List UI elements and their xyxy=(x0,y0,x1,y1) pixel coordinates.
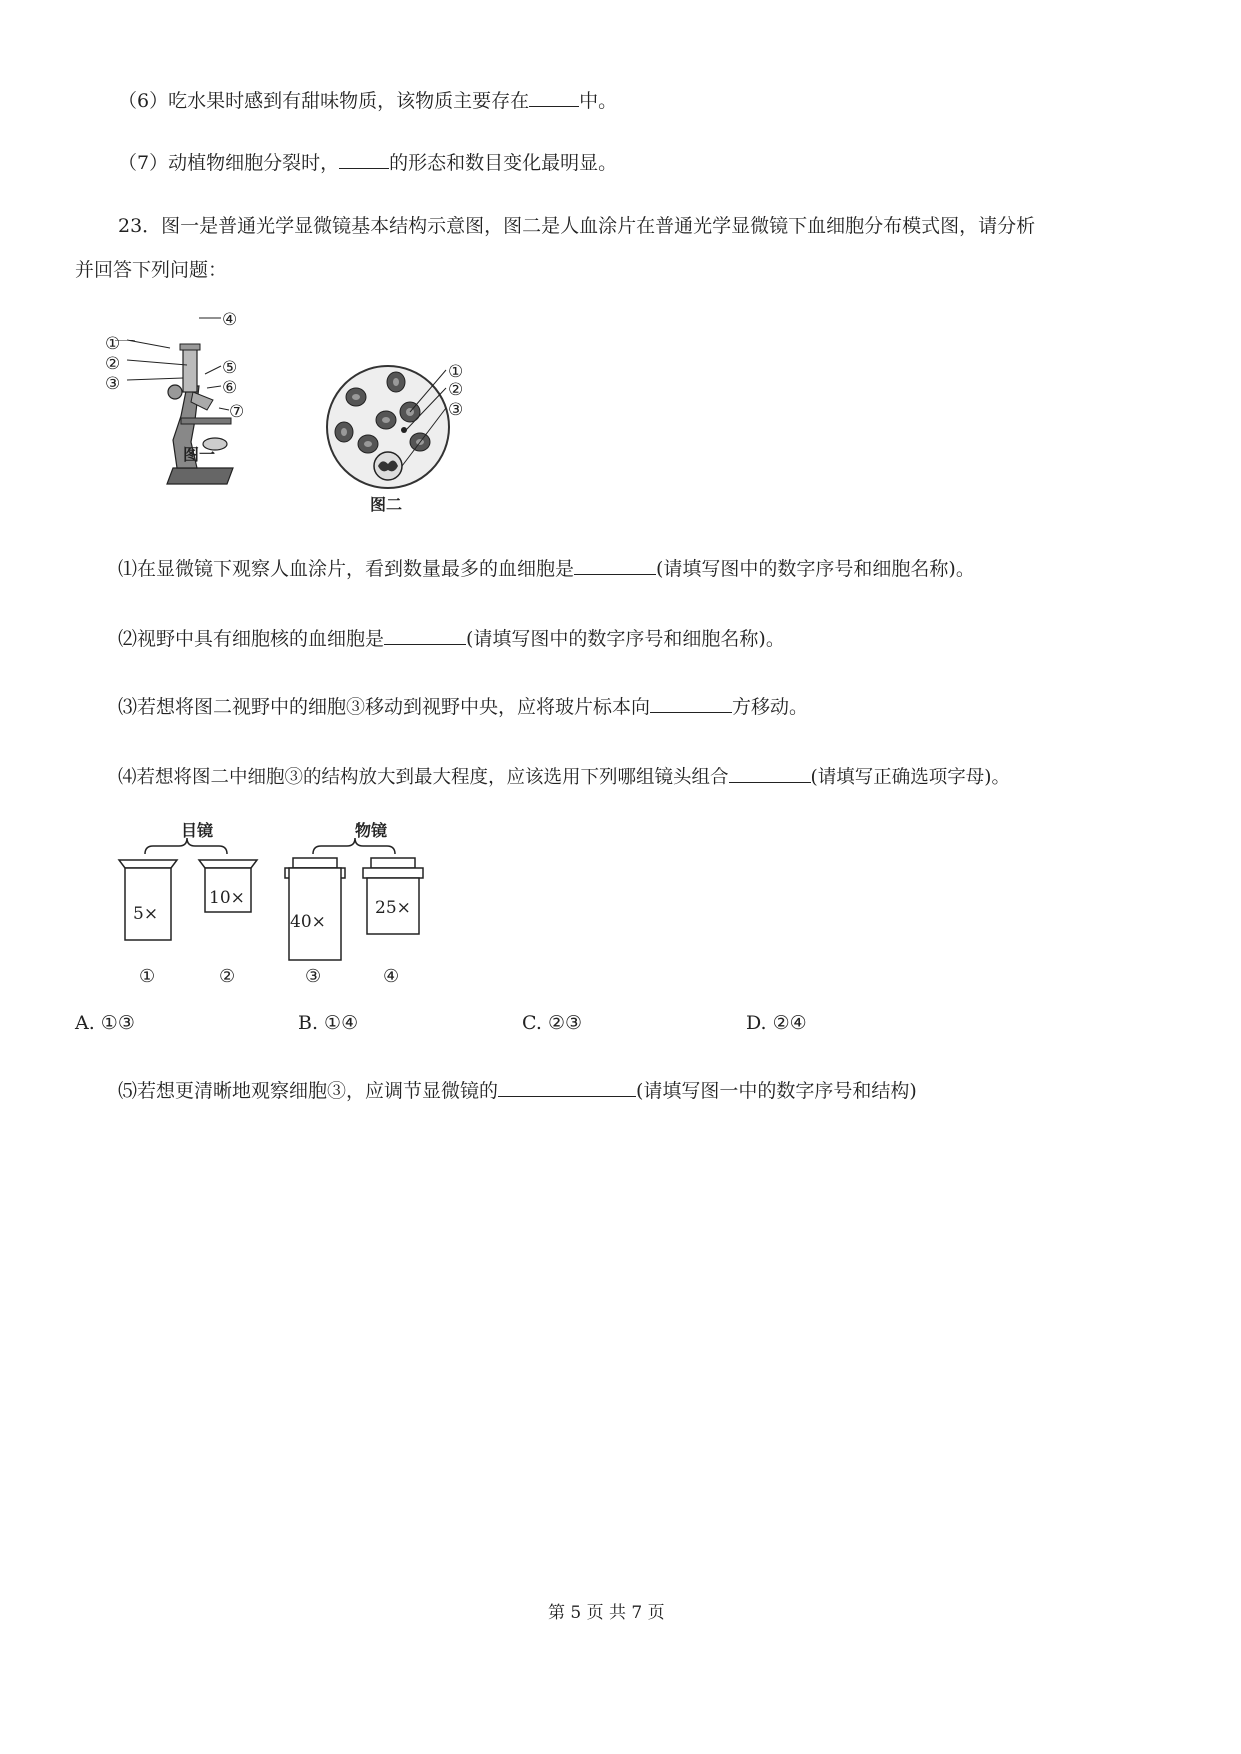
page-footer: 第 5 页 共 7 页 xyxy=(548,1603,665,1623)
answer-blank[interactable] xyxy=(729,762,811,783)
lens-number-3: ③ xyxy=(305,966,322,987)
eyepiece-title: 目镜 xyxy=(181,821,214,840)
lens-label-25x: 25× xyxy=(375,898,411,918)
answer-blank[interactable] xyxy=(529,86,579,107)
microscope-figure xyxy=(105,310,290,520)
subquestion-5-text-end: (请填写图一中的数字序号和结构) xyxy=(636,1080,917,1102)
question-23-line1: 23．图一是普通光学显微镜基本结构示意图，图二是人血涂片在普通光学显微镜下血细胞分布模式图，请分析 xyxy=(118,215,1036,237)
subquestion-4-text-end: (请填写正确选项字母)。 xyxy=(810,767,1010,788)
fig2-label-3: ③ xyxy=(448,400,464,420)
fig1-caption: 图一 xyxy=(183,445,216,464)
lens-label-10x: 10× xyxy=(209,888,245,908)
fig1-label-4: ④ xyxy=(222,310,238,330)
subquestion-2 xyxy=(118,624,785,653)
subquestion-5-text: ⑸若想更清晰地观察细胞③，应调节显微镜的 xyxy=(118,1080,499,1102)
question-23-line2: 并回答下列问题： xyxy=(75,259,228,281)
lens-number-4: ④ xyxy=(383,966,400,987)
fig2-caption: 图二 xyxy=(370,495,403,514)
lens-label-40x: 40× xyxy=(290,912,326,932)
subquestion-1 xyxy=(118,554,975,583)
option-c[interactable]: C. ②③ xyxy=(522,1012,583,1034)
answer-blank[interactable] xyxy=(339,148,389,169)
fig1-label-7: ⑦ xyxy=(229,402,245,422)
lens-number-1: ① xyxy=(139,966,156,987)
subquestion-1-text: ⑴在显微镜下观察人血涂片，看到数量最多的血细胞是 xyxy=(118,558,575,580)
fig1-label-5: ⑤ xyxy=(222,358,238,378)
subquestion-3-text: ⑶若想将图二视野中的细胞③移动到视野中央，应将玻片标本向 xyxy=(118,696,651,718)
subquestion-3 xyxy=(118,692,808,721)
question-6 xyxy=(118,86,617,115)
answer-blank[interactable] xyxy=(574,554,656,575)
subquestion-4 xyxy=(118,762,1010,792)
option-b[interactable]: B. ①④ xyxy=(298,1012,359,1034)
lens-number-2: ② xyxy=(219,966,236,987)
answer-blank[interactable] xyxy=(498,1076,636,1097)
fig2-label-1: ① xyxy=(448,362,464,382)
option-a[interactable]: A. ①③ xyxy=(75,1012,135,1034)
subquestion-5 xyxy=(118,1076,917,1105)
fig1-label-2: ② xyxy=(105,354,121,374)
fig1-label-3: ③ xyxy=(105,374,121,394)
fig1-label-1: ① xyxy=(105,334,121,354)
question-7-text-end: 的形态和数目变化最明显。 xyxy=(389,152,618,174)
question-7 xyxy=(118,148,617,177)
subquestion-2-text-end: (请填写图中的数字序号和细胞名称)。 xyxy=(466,628,785,650)
lens-label-5x: 5× xyxy=(133,904,159,924)
question-6-text: （6）吃水果时感到有甜味物质，该物质主要存在 xyxy=(118,90,530,112)
fig2-label-2: ② xyxy=(448,380,464,400)
subquestion-2-text: ⑵视野中具有细胞核的血细胞是 xyxy=(118,628,385,650)
answer-blank[interactable] xyxy=(650,692,732,713)
answer-blank[interactable] xyxy=(384,624,466,645)
question-7-text: （7）动植物细胞分裂时， xyxy=(118,152,340,174)
lens-figure xyxy=(115,818,475,988)
subquestion-3-text-end: 方移动。 xyxy=(732,696,809,718)
option-d[interactable]: D. ②④ xyxy=(746,1012,807,1034)
fig1-label-6: ⑥ xyxy=(222,378,238,398)
question-6-text-end: 中。 xyxy=(579,90,618,112)
subquestion-1-text-end: (请填写图中的数字序号和细胞名称)。 xyxy=(656,558,975,580)
subquestion-4-text: ⑷若想将图二中细胞③的结构放大到最大程度，应该选用下列哪组镜头组合 xyxy=(118,767,729,788)
objective-title: 物镜 xyxy=(355,821,388,840)
blood-smear-figure xyxy=(318,362,493,522)
